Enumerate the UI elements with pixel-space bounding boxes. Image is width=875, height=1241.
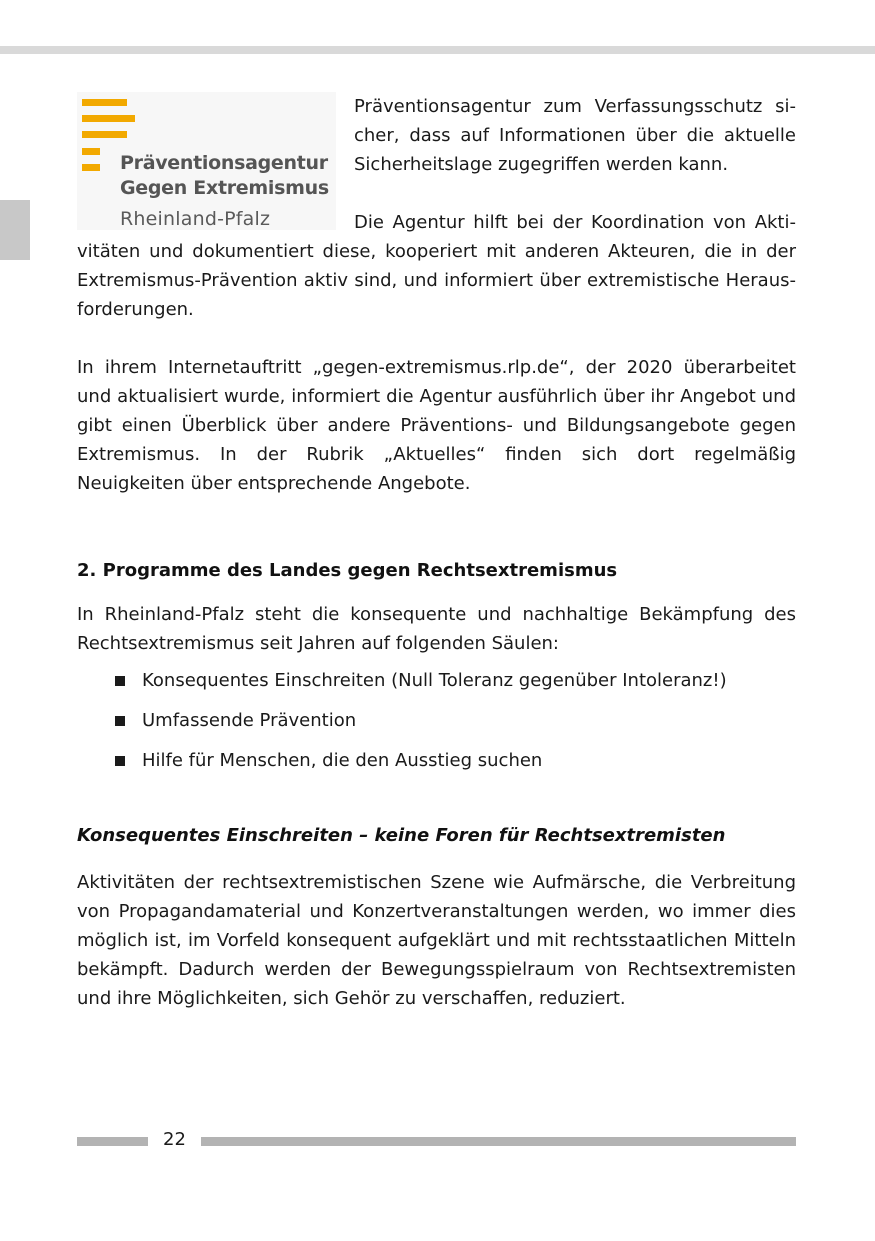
page-content bbox=[77, 92, 796, 1013]
logo-title-line2: Gegen Extremismus bbox=[120, 177, 329, 199]
subsection-body: Aktivitäten der rechtsextremistischen Szene wie Aufmärsche, die Verbreitung von Propagandamaterial und Konzertveranstaltungen werden, wo immer dies möglich ist, im Vorfeld konsequent aufgeklärt und mit rechtsstaatlichen Mitteln bekämpft. Dadurch werden der Bewegungsspielraum von Rechtsextremisten und ihre Möglichkeiten, sich Gehör zu verschaffen, reduziert. bbox=[77, 872, 796, 1009]
square-bullet-icon bbox=[115, 756, 125, 766]
footer-bar-right bbox=[201, 1137, 796, 1146]
intro-paragraph-1: Präventionsagentur zum Verfassungsschutz sicher, dass auf Informationen über die aktuelle Sicherheitslage zugegriffen werden kann. bbox=[354, 96, 796, 175]
list-item-text: Umfassende Prävention bbox=[142, 710, 357, 731]
header-rule bbox=[0, 46, 875, 54]
logo-stripe-2 bbox=[82, 115, 135, 122]
logo-subtitle: Rheinland-Pfalz bbox=[120, 208, 271, 230]
footer-bar-left bbox=[77, 1137, 148, 1146]
logo-stripe-3 bbox=[82, 131, 127, 138]
pillars-list bbox=[77, 666, 796, 775]
subsection-heading: Konsequentes Einschreiten – keine Foren für Rechtsextremisten bbox=[77, 825, 726, 846]
intro-paragraph-3: In ihrem Internetauftritt „gegen-extremismus.rlp.de“, der 2020 überarbeitet und aktualisiert wurde, informiert die Agentur ausführlich über ihr Angebot und gibt einen Überblick über andere Präventions- und Bildungsangebote gegen Extremismus. In der Rubrik „Aktuelles“ finden sich dort regelmäßig Neuigkeiten über entsprechende Angebote. bbox=[77, 357, 796, 494]
logo-stripe-5 bbox=[82, 164, 100, 171]
page-footer bbox=[77, 1127, 796, 1155]
square-bullet-icon bbox=[115, 716, 125, 726]
praeventionsagentur-logo bbox=[77, 92, 336, 230]
logo-stripe-1 bbox=[82, 99, 127, 106]
square-bullet-icon bbox=[115, 676, 125, 686]
chapter-tab-marker bbox=[0, 200, 30, 260]
logo-stripe-4 bbox=[82, 148, 100, 155]
page-number: 22 bbox=[163, 1129, 186, 1150]
list-item bbox=[77, 666, 796, 695]
section-intro: In Rheinland-Pfalz steht die konsequente und nachhaltige Bekämpfung des Rechtsextremismus seit Jahren auf folgenden Säulen: bbox=[77, 604, 796, 654]
section-heading: 2. Programme des Landes gegen Rechtsextremismus bbox=[77, 560, 618, 581]
list-item bbox=[77, 706, 796, 735]
logo-title-line1: Präventionsagentur bbox=[120, 152, 328, 174]
list-item-text: Konsequentes Einschreiten (Null Toleranz gegenüber Intoleranz!) bbox=[142, 670, 727, 691]
list-item-text: Hilfe für Menschen, die den Ausstieg suchen bbox=[142, 750, 543, 771]
intro-paragraph-2: Die Agentur hilft bei der Koordination von Aktivitäten und dokumentiert diese, kooperiert mit anderen Akteuren, die in der Extremismus-Prävention aktiv sind, und informiert über extremistische Herausforderungen. bbox=[77, 212, 796, 320]
list-item bbox=[77, 746, 796, 775]
